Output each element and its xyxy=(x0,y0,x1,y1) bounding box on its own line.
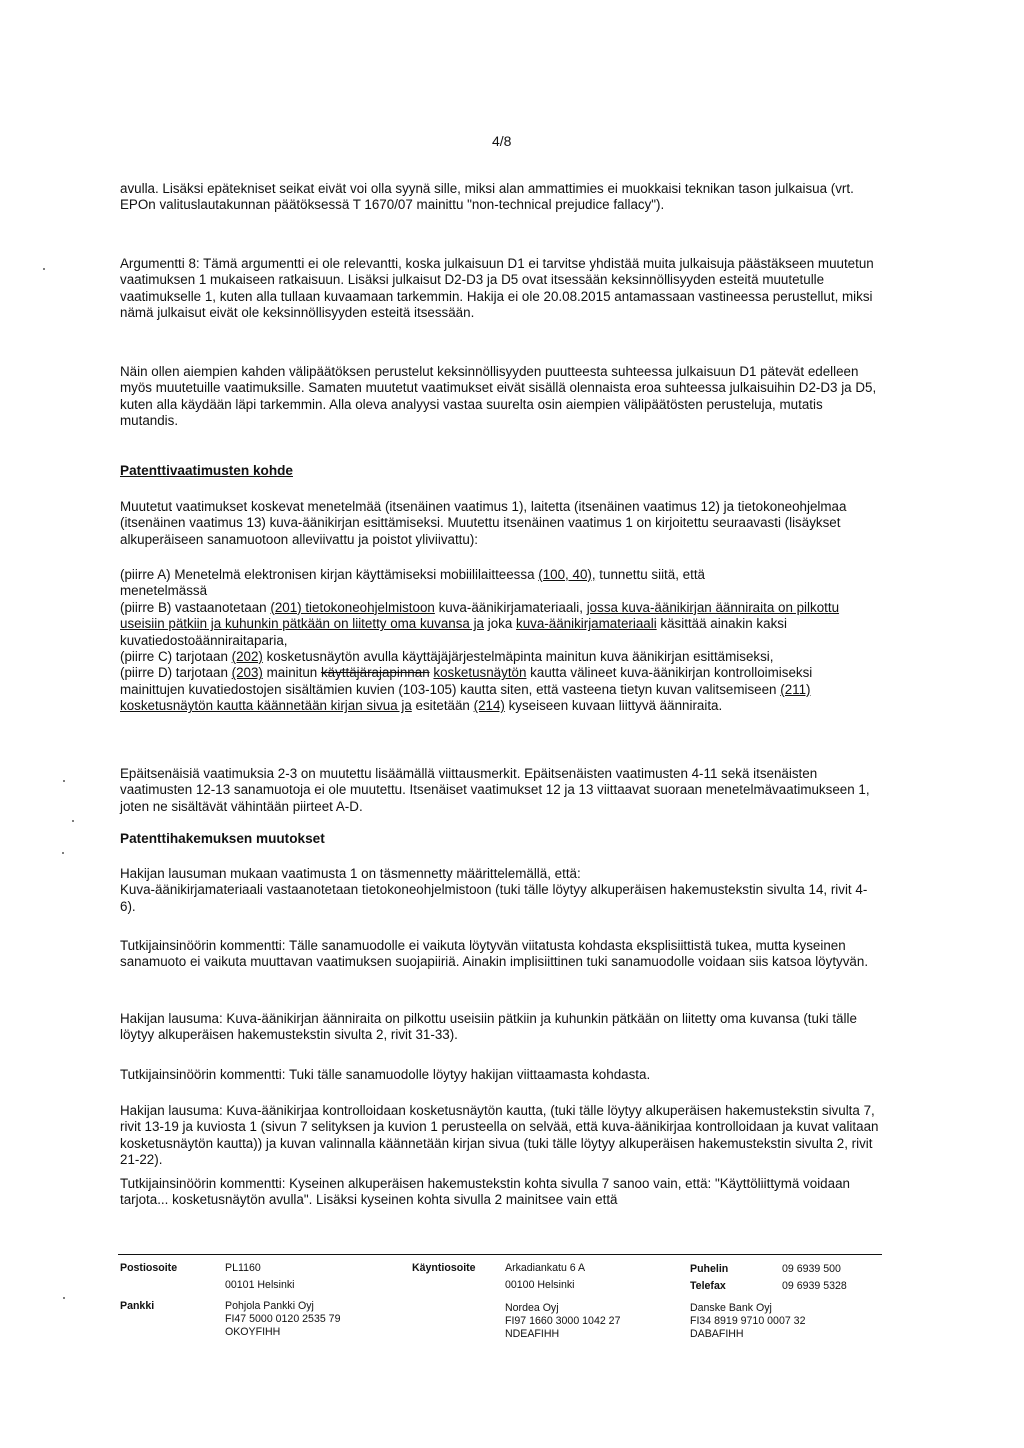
examiner-comment-2: Tutkijainsinöörin kommentti: Tuki tälle sanamuodolle löytyy hakijan viittaamasta kohdasta. xyxy=(120,1067,651,1082)
postal-label: Postiosoite xyxy=(120,1262,178,1274)
scan-speck xyxy=(63,780,65,782)
postal-line-1: PL1160 xyxy=(225,1262,261,1274)
visit-line-2: 00100 Helsinki xyxy=(505,1279,575,1291)
examiner-comment-3: Tutkijainsinöörin kommentti: Kyseinen alkuperäisen hakemustekstin kohta sivulla 7 sanoo vain, että: "Käyttöliittymä voidaan tarjota... kosketusnäytön avulla". Lisäksi kyseinen kohta sivulla 2 mainitsee vain että xyxy=(120,1176,850,1208)
scan-speck xyxy=(62,852,64,854)
visit-line-1: Arkadiankatu 6 A xyxy=(505,1262,586,1274)
amended-claim-1 xyxy=(120,567,880,715)
visit-label: Käyntiosoite xyxy=(412,1262,476,1274)
bank-1-name: Pohjola Pankki Oyj xyxy=(225,1300,314,1312)
phone-label: Puhelin xyxy=(690,1263,729,1275)
bank-1-bic: OKOYFIHH xyxy=(225,1326,281,1338)
fax-number: 09 6939 5328 xyxy=(782,1280,847,1292)
claim-feature-c: (piirre C) tarjotaan (202) kosketusnäytön avulla käyttäjäjärjestelmäpinta mainitun kuva äänikirjan esittämiseksi, xyxy=(120,649,774,665)
examiner-comment-1: Tutkijainsinöörin kommentti: Tälle sanamuodolle ei vaikuta löytyvän viitatusta kohdasta eksplisiittistä tukea, mutta kyseinen sanamuoto ei vaikuta muuttavan vaatimuksen suojapiiriä. Ainakin implisiittinen tuki sanamuodolle voidaan siis katsoa löytyvän. xyxy=(120,938,869,970)
conclusion-paragraph: Näin ollen aiempien kahden välipäätöksen perustelut keksinnöllisyyden puutteesta suhteessa julkaisuun D1 pätevät edelleen myös muutetuille vaatimuksille. Samaten muutetut vaatimukset eivät sisällä olennaista eroa suhteessa julkaisuihin D2-D3 ja D5, kuten alla käydään läpi tarkemmin. Alla oleva analyysi vastaa suurelta osin aiempien välipäätösten perusteluja, mutatis mutandis. xyxy=(120,364,877,429)
claim-feature-d: (piirre D) tarjotaan (203) mainitun käyttäjärajapinnan kosketusnäytön kautta välineet kuva-äänikirjan kontrolloimiseksi mainittujen kuvatiedostojen sisältämien kuvien (103-105) kautta siten, että vasteena tietyn kuvan valitsemiseen (211) kosketusnäytön kautta käännetään kirjan sivua ja esitetään (214) kyseiseen kuvaan liittyvä äänniraita. xyxy=(120,665,813,714)
scan-speck xyxy=(63,1297,65,1299)
bank-2-iban: FI97 1660 3000 1042 27 xyxy=(505,1315,621,1327)
scan-speck xyxy=(72,820,74,822)
applicant-statement-3: Hakijan lausuma: Kuva-äänikirjaa kontrolloidaan kosketusnäytön kautta, (tuki tälle löytyy alkuperäisen hakemustekstin sivulta 7, rivit 13-19 ja kuviosta 1 (sivun 7 selityksen ja kuvion 1 perusteella on selvää, että kuva-äänikirjaa kontrolloidaan ja kuvat valitaan kosketusnäytön kautta)) ja kuvan valinnalla käännetään kirjan sivua (tuki tälle löytyy alkuperäisen hakemustekstin sivulta 2, rivit 21-22). xyxy=(120,1103,879,1168)
section-heading-claims: Patenttivaatimusten kohde xyxy=(120,463,293,478)
footer-divider xyxy=(118,1254,882,1255)
claim-feature-a: (piirre A) Menetelmä elektronisen kirjan käyttämiseksi mobiililaitteessa (100, 40), tunnettu siitä, että menetelmässä xyxy=(120,567,706,599)
argument-8-paragraph: Argumentti 8: Tämä argumentti ei ole relevantti, koska julkaisuun D1 ei tarvitse yhdistää muita julkaisuja päästäkseen muutetun vaatimuksen 1 mukaiseen ratkaisuun. Lisäksi julkaisut D2-D3 ja D5 ovat itsessään keksinnöllisyyden esteitä muutetulle vaatimukselle 1, kuten alla tullaan kuvaamaan tarkemmin. Hakija ei ole 20.08.2015 antamassaan vastineessa perustellut, miksi nämä julkaisut eivät ole keksinnöllisyyden esteitä itsessään. xyxy=(120,256,874,321)
bank-1-iban: FI47 5000 0120 2535 79 xyxy=(225,1313,341,1325)
bank-label: Pankki xyxy=(120,1300,155,1312)
dependent-claims-paragraph: Epäitsenäisiä vaatimuksia 2-3 on muutettu lisäämällä viittausmerkit. Epäitsenäisten vaatimusten 4-11 sekä itsenäisten vaatimusten 12-13 sanamuotoja ei ole muutettu. Itsenäiset vaatimukset 12 ja 13 viittaavat suoraan menetelmävaatimukseen 1, joten ne sisältävät vähintään piirteet A-D. xyxy=(120,766,870,814)
scan-speck xyxy=(43,268,45,270)
applicant-statement-2: Hakijan lausuma: Kuva-äänikirjan äänniraita on pilkottu useisiin pätkiin ja kuhunkin pätkään on liitetty oma kuvansa (tuki tälle löytyy alkuperäisen hakemustekstin sivulta 2, rivit 31-33). xyxy=(120,1011,857,1043)
claim-feature-b: (piirre B) vastaanotetaan (201) tietokoneohjelmistoon kuva-äänikirjamateriaali, jossa kuva-äänikirjan äänniraita on pilkottu useisiin pätkiin ja kuhunkin pätkään on liitetty oma kuvansa ja joka kuva-äänikirjamateriaali käsittää ainakin kaksi kuvatiedostoäänniraitaparia, xyxy=(120,599,840,648)
bank-3-bic: DABAFIHH xyxy=(690,1328,744,1340)
section-heading-amendments: Patenttihakemuksen muutokset xyxy=(120,831,325,846)
bank-2-bic: NDEAFIHH xyxy=(505,1328,560,1340)
fax-label: Telefax xyxy=(690,1280,726,1292)
applicant-statement-1: Hakijan lausuman mukaan vaatimusta 1 on täsmennetty määrittelemällä, että: Kuva-äänikirjamateriaali vastaanotetaan tietokoneohjelmistoon (tuki tälle löytyy alkuperäisen hakemustekstin sivulta 14, rivit 4-6). xyxy=(120,866,868,914)
bank-3-iban: FI34 8919 9710 0007 32 xyxy=(690,1315,806,1327)
intro-paragraph: avulla. Lisäksi epätekniset seikat eivät voi olla syynä sille, miksi alan ammattimies ei muokkaisi teknikan tason julkaisua (vrt. EPOn valituslautakunnan päätöksessä T 1670/07 mainittu "non-technical prejudice fallacy"). xyxy=(120,181,854,213)
bank-2-name: Nordea Oyj xyxy=(505,1302,559,1314)
claims-description-paragraph: Muutetut vaatimukset koskevat menetelmää (itsenäinen vaatimus 1), laitetta (itsenäinen vaatimus 12) ja tietokoneohjelmaa (itsenäinen vaatimus 13) kuva-äänikirjan esittämiseksi. Muutettu itsenäinen vaatimus 1 on kirjoitettu seuraavasti (lisäykset alkuperäiseen sanamuotoon alleviivattu ja poistot yliviivattu): xyxy=(120,499,847,547)
phone-number: 09 6939 500 xyxy=(782,1263,841,1275)
page-number: 4/8 xyxy=(492,133,512,149)
postal-line-2: 00101 Helsinki xyxy=(225,1279,295,1291)
bank-3-name: Danske Bank Oyj xyxy=(690,1302,772,1314)
